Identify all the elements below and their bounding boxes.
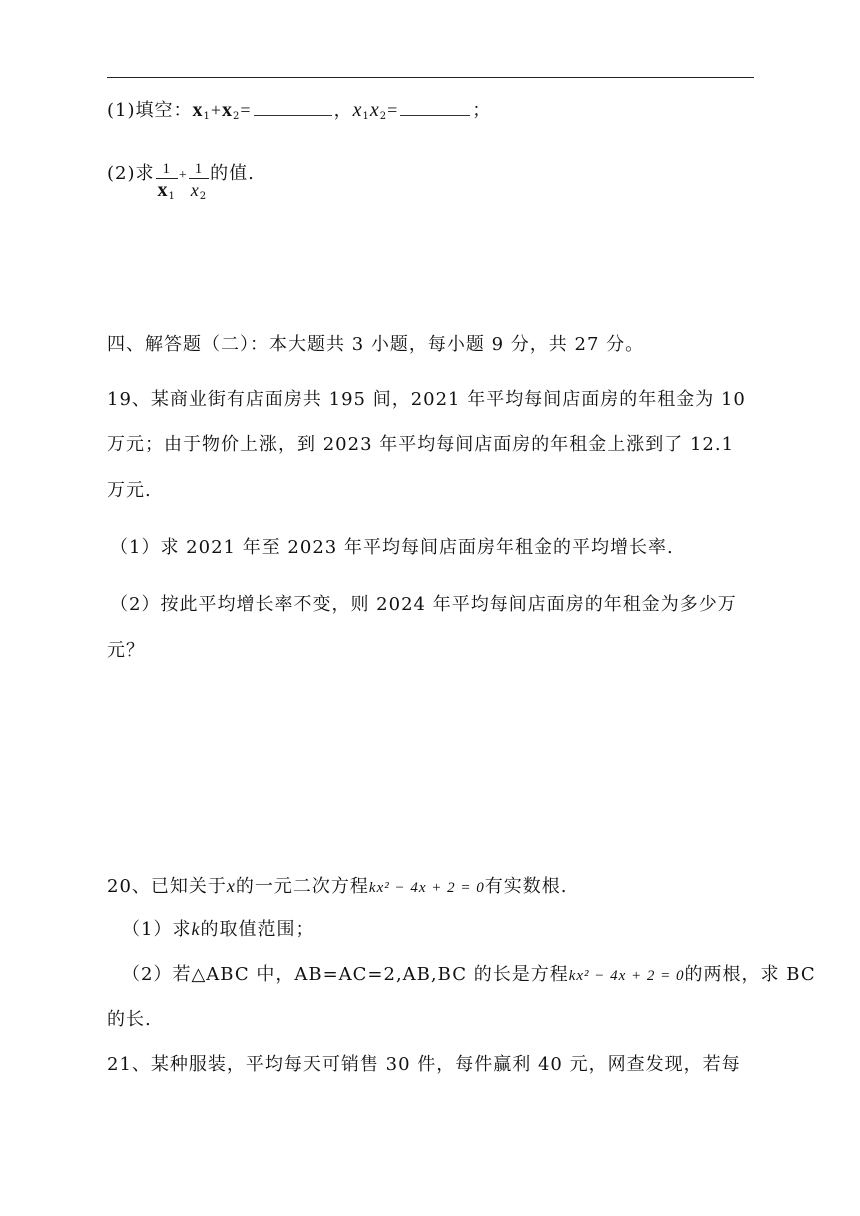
q19-line2: 万元；由于物价上涨，到 2023 年平均每间店面房的年租金上涨到了 12.1 <box>107 434 735 455</box>
q19-line1: 19、某商业街有店面房共 195 间，2021 年平均每间店面房的年租金为 10 <box>107 389 746 410</box>
q18-sum-x2: x <box>222 99 234 121</box>
q18-prod-x1: x <box>352 99 363 121</box>
q18-equals2: = <box>387 100 399 120</box>
q18-frac-plus: + <box>178 168 188 183</box>
q20-prefix: 20、已知关于 <box>107 876 227 897</box>
q18-frac2-sub: 2 <box>199 191 208 202</box>
q18-fraction-2 <box>189 160 209 208</box>
q18-frac1-numerator: 1 <box>162 161 171 177</box>
q20-part2-line2: 的长. <box>107 1009 152 1030</box>
q20-part1-suffix: 的取值范围； <box>200 919 315 940</box>
q20-mid: 的一元二次方程 <box>235 876 369 897</box>
q20-part1 <box>122 915 314 941</box>
q18-part1 <box>107 96 491 122</box>
q19-part2-line2: 元？ <box>107 640 145 661</box>
q18-plus: + <box>210 100 223 120</box>
q20-part2-line1 <box>122 960 816 986</box>
q20-suffix: 有实数根. <box>484 876 568 897</box>
q19-line3: 万元. <box>107 480 152 501</box>
q18-frac1-denominator: x <box>157 179 169 201</box>
q18-frac1-sub: 1 <box>168 191 176 202</box>
q20-stem <box>107 872 567 898</box>
q18-prod-sub2: 2 <box>379 111 388 122</box>
q20-part1-prefix: （1）求 <box>122 919 192 940</box>
q20-equation: kx² − 4x + 2 = 0 <box>368 880 485 896</box>
q18-equals: = <box>240 100 252 120</box>
q18-part2-prefix: (2)求 <box>107 163 155 184</box>
q18-sum-x1: x <box>192 99 204 121</box>
q18-semicolon: ； <box>472 100 492 121</box>
q20-part2-prefix: （2）若△ABC 中，AB=AC=2,AB,BC 的长是方程 <box>122 964 569 985</box>
q19-part2-line1: （2）按此平均增长率不变，则 2024 年平均每间店面房的年租金为多少万 <box>110 594 737 615</box>
q20-var-x: x <box>226 876 236 896</box>
q20-var-k: k <box>191 919 201 939</box>
q18-sum-sub2: 2 <box>233 111 241 122</box>
q18-part2-suffix: 的值. <box>210 163 255 184</box>
q18-sum-sub1: 1 <box>203 111 211 122</box>
q20-part2-equation: kx² − 4x + 2 = 0 <box>568 968 685 984</box>
q18-part2 <box>107 150 255 202</box>
q18-prod-answer-blank[interactable] <box>400 103 470 116</box>
q18-frac2-denominator: x <box>190 180 200 200</box>
section4-heading: 四、解答题（二）：本大题共 3 小题，每小题 9 分，共 27 分。 <box>107 334 645 355</box>
q19-part1: （1）求 2021 年至 2023 年平均每间店面房年租金的平均增长率. <box>110 537 674 558</box>
q20-part2-suffix: 的两根，求 BC <box>684 964 816 985</box>
q18-prod-x2: x <box>369 99 380 121</box>
q18-fraction-1 <box>156 160 178 208</box>
q18-sum-answer-blank[interactable] <box>254 103 332 116</box>
header-rule <box>107 77 754 78</box>
q18-prod-sub1: 1 <box>362 111 370 122</box>
q18-comma: ， <box>333 100 353 121</box>
q21-line1: 21、某种服装，平均每天可销售 30 件，每件赢利 40 元，网查发现，若每 <box>107 1054 741 1075</box>
q18-frac2-numerator: 1 <box>194 161 204 177</box>
q18-part1-prefix: (1)填空： <box>107 100 193 121</box>
